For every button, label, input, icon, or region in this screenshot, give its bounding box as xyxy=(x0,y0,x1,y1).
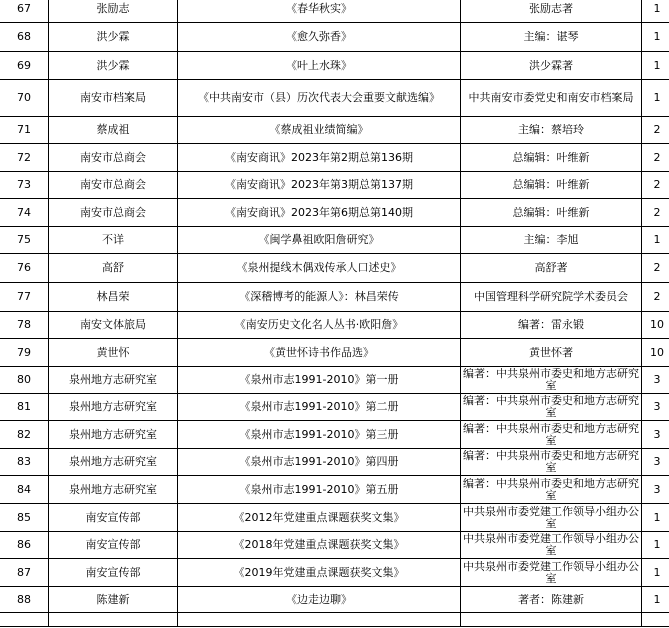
submitter-cell xyxy=(49,394,178,421)
author-cell xyxy=(461,283,642,312)
book-title-cell xyxy=(178,254,461,283)
submitter-cell xyxy=(49,504,178,532)
book-title-cell xyxy=(178,117,461,144)
row-number-text: 74 xyxy=(17,205,31,219)
row-number xyxy=(0,80,49,117)
quantity-cell xyxy=(642,367,669,394)
row-number xyxy=(0,117,49,144)
author-cell xyxy=(461,449,642,476)
book-title-cell xyxy=(178,559,461,587)
submitter-cell xyxy=(49,421,178,449)
row-number-text: 70 xyxy=(17,91,31,104)
submitter-cell-text: 南安宣传部 xyxy=(85,565,141,579)
row-number-text: 77 xyxy=(17,290,31,303)
row-number-text: 76 xyxy=(17,261,31,274)
submitter-cell-text: 南安文体旅局 xyxy=(80,318,146,331)
author-cell-text: 总编辑：叶维新 xyxy=(512,179,590,191)
book-title-cell xyxy=(178,0,461,23)
book-title-cell xyxy=(178,283,461,312)
author-cell-text: 黄世怀著 xyxy=(529,346,573,359)
author-cell-text: 中共泉州市委党建工作领导小组办公室 xyxy=(463,560,639,585)
author-cell xyxy=(461,532,642,559)
submitter-cell-text: 泉州地方志研究室 xyxy=(69,427,157,441)
quantity-cell xyxy=(642,394,669,421)
book-title-cell xyxy=(178,339,461,367)
row-number xyxy=(0,199,49,227)
author-cell-text: 洪少霖著 xyxy=(529,59,573,72)
quantity-cell-text: 2 xyxy=(653,290,661,303)
quantity-cell xyxy=(642,312,669,339)
submitter-cell xyxy=(49,559,178,587)
book-title-cell xyxy=(178,80,461,117)
book-title-cell-text: 《边走边聊》 xyxy=(286,592,352,606)
book-title-cell-empty xyxy=(178,613,461,627)
quantity-cell-text: 3 xyxy=(653,455,661,468)
table-row xyxy=(0,80,669,117)
author-cell-text: 主编：蔡培玲 xyxy=(518,124,584,136)
row-number xyxy=(0,587,49,613)
row-number-text: 78 xyxy=(17,318,31,331)
quantity-cell-text: 1 xyxy=(653,91,661,104)
submitter-cell-text: 不详 xyxy=(102,233,124,246)
row-number-empty xyxy=(0,613,49,627)
quantity-cell xyxy=(642,227,669,254)
submitter-cell xyxy=(49,312,178,339)
row-number-text: 80 xyxy=(17,373,31,386)
submitter-cell xyxy=(49,52,178,80)
book-title-cell-text: 《春华秋实》 xyxy=(286,1,352,15)
row-number xyxy=(0,504,49,532)
submitter-cell-text: 洪少霖 xyxy=(96,58,130,72)
row-number-text: 83 xyxy=(17,455,31,468)
quantity-cell xyxy=(642,504,669,532)
quantity-cell xyxy=(642,283,669,312)
submitter-cell xyxy=(49,532,178,559)
row-number xyxy=(0,532,49,559)
book-title-cell xyxy=(178,532,461,559)
quantity-cell xyxy=(642,449,669,476)
book-title-cell xyxy=(178,367,461,394)
table-row xyxy=(0,559,669,587)
book-title-cell-text: 《泉州市志1991-2010》第三册 xyxy=(239,427,399,441)
book-title-cell-text: 《2012年党建重点课题获奖文集》 xyxy=(233,510,405,524)
table-row xyxy=(0,199,669,227)
submitter-cell xyxy=(49,449,178,476)
submitter-cell xyxy=(49,117,178,144)
submitter-cell xyxy=(49,476,178,504)
author-cell xyxy=(461,172,642,199)
author-cell-text: 编著：中共泉州市委史和地方志研究室 xyxy=(463,450,639,474)
submitter-cell-text: 南安市档案局 xyxy=(80,91,146,104)
book-title-cell-text: 《黄世怀诗书作品选》 xyxy=(264,345,374,359)
row-number xyxy=(0,254,49,283)
quantity-cell xyxy=(642,0,669,23)
submitter-cell xyxy=(49,199,178,227)
table-row xyxy=(0,394,669,421)
submitter-cell-text: 南安宣传部 xyxy=(85,510,141,524)
quantity-cell xyxy=(642,339,669,367)
table-row xyxy=(0,0,669,23)
author-cell-text: 总编辑：叶维新 xyxy=(512,206,590,219)
row-number-text: 81 xyxy=(17,400,31,413)
submitter-cell xyxy=(49,23,178,52)
submitter-cell xyxy=(49,227,178,254)
row-number-text: 82 xyxy=(17,427,31,441)
row-number-text: 75 xyxy=(17,233,31,246)
quantity-cell-text: 1 xyxy=(653,538,661,551)
author-cell-empty xyxy=(461,613,642,627)
book-title-cell-text: 《南安商讯》2023年第2期总第136期 xyxy=(225,150,413,164)
book-title-cell-text: 《深稽博考的能源人》：林昌荣传 xyxy=(239,290,399,303)
author-cell xyxy=(461,559,642,587)
submitter-cell xyxy=(49,144,178,172)
quantity-cell xyxy=(642,117,669,144)
author-cell xyxy=(461,227,642,254)
author-cell xyxy=(461,476,642,504)
row-number-text: 86 xyxy=(17,538,31,551)
book-title-cell-text: 《2019年党建重点课题获奖文集》 xyxy=(233,565,405,579)
book-title-cell xyxy=(178,172,461,199)
quantity-cell-text: 3 xyxy=(653,482,661,496)
table-row xyxy=(0,532,669,559)
author-cell-text: 总编辑：叶维新 xyxy=(512,151,590,164)
book-title-cell-text: 《南安历史文化名人丛书·欧阳詹》 xyxy=(234,318,404,331)
book-title-cell xyxy=(178,23,461,52)
submitter-cell-text: 南安市总商会 xyxy=(80,150,146,164)
author-cell-text: 编著：中共泉州市委史和地方志研究室 xyxy=(463,477,639,502)
row-number-text: 72 xyxy=(17,150,31,164)
book-title-cell-text: 《泉州市志1991-2010》第一册 xyxy=(239,373,399,386)
submitter-cell xyxy=(49,339,178,367)
quantity-cell-text: 1 xyxy=(653,30,661,43)
submitter-cell xyxy=(49,80,178,117)
table-row xyxy=(0,283,669,312)
row-number xyxy=(0,172,49,199)
row-number-text: 68 xyxy=(17,30,31,43)
row-number xyxy=(0,312,49,339)
submitter-cell-text: 南安市总商会 xyxy=(80,178,146,191)
row-number-text: 73 xyxy=(17,178,31,191)
book-title-cell xyxy=(178,227,461,254)
row-number xyxy=(0,144,49,172)
quantity-cell xyxy=(642,52,669,80)
book-title-cell-text: 《泉州市志1991-2010》第五册 xyxy=(239,482,399,496)
row-number xyxy=(0,0,49,23)
table-row xyxy=(0,254,669,283)
submitter-cell-text: 陈建新 xyxy=(96,592,130,606)
submitter-cell-text: 洪少霖 xyxy=(96,30,130,43)
submitter-cell-text: 泉州地方志研究室 xyxy=(69,400,157,413)
quantity-cell-text: 3 xyxy=(653,373,661,386)
row-number xyxy=(0,559,49,587)
submitter-cell xyxy=(49,254,178,283)
author-cell xyxy=(461,23,642,52)
book-title-cell-text: 《2018年党建重点课题获奖文集》 xyxy=(233,538,405,551)
row-number xyxy=(0,23,49,52)
author-cell xyxy=(461,199,642,227)
quantity-cell xyxy=(642,476,669,504)
author-cell-text: 中国管理科学研究院学术委员会 xyxy=(474,291,628,303)
submitter-cell xyxy=(49,587,178,613)
book-title-cell-text: 《愈久弥香》 xyxy=(286,30,352,43)
quantity-cell-text: 2 xyxy=(653,178,661,191)
quantity-cell-empty xyxy=(642,613,669,627)
quantity-cell xyxy=(642,559,669,587)
table-row xyxy=(0,339,669,367)
quantity-cell-text: 2 xyxy=(653,123,661,136)
quantity-cell xyxy=(642,532,669,559)
table-row xyxy=(0,587,669,613)
quantity-cell-text: 10 xyxy=(650,345,664,359)
book-title-cell xyxy=(178,476,461,504)
book-title-cell-text: 《泉州提线木偶戏传承人口述史》 xyxy=(236,261,402,274)
book-title-cell-text: 《泉州市志1991-2010》第四册 xyxy=(239,455,399,468)
book-title-cell-text: 《蔡成祖业绩简编》 xyxy=(269,123,369,136)
row-number xyxy=(0,227,49,254)
book-title-cell xyxy=(178,421,461,449)
book-title-cell xyxy=(178,144,461,172)
quantity-cell-text: 1 xyxy=(653,1,661,15)
row-number-text: 84 xyxy=(17,482,31,496)
book-title-cell-text: 《泉州市志1991-2010》第二册 xyxy=(239,400,399,413)
row-number-text: 67 xyxy=(17,1,31,15)
author-cell xyxy=(461,394,642,421)
table-row-partial xyxy=(0,613,669,627)
author-cell xyxy=(461,80,642,117)
book-title-cell xyxy=(178,52,461,80)
author-cell xyxy=(461,52,642,80)
quantity-cell-text: 1 xyxy=(653,510,661,524)
book-title-cell xyxy=(178,449,461,476)
submitter-cell xyxy=(49,367,178,394)
submitter-cell-empty xyxy=(49,613,178,627)
author-cell-text: 编著：中共泉州市委史和地方志研究室 xyxy=(463,368,639,392)
submitter-cell-text: 蔡成祖 xyxy=(96,123,130,136)
table-row xyxy=(0,421,669,449)
table-row xyxy=(0,476,669,504)
table-row xyxy=(0,144,669,172)
table-row xyxy=(0,227,669,254)
author-cell xyxy=(461,504,642,532)
author-cell-text: 编著：中共泉州市委史和地方志研究室 xyxy=(463,422,639,447)
table-row xyxy=(0,52,669,80)
book-title-cell xyxy=(178,312,461,339)
author-cell-text: 张励志著 xyxy=(529,2,573,15)
quantity-cell xyxy=(642,587,669,613)
submitter-cell-text: 泉州地方志研究室 xyxy=(69,482,157,496)
author-cell-text: 高舒著 xyxy=(534,262,568,274)
author-cell xyxy=(461,0,642,23)
author-cell-text: 编著：中共泉州市委史和地方志研究室 xyxy=(463,395,639,419)
row-number xyxy=(0,476,49,504)
row-number-text: 88 xyxy=(17,592,31,606)
table-row xyxy=(0,172,669,199)
book-title-cell xyxy=(178,504,461,532)
submitter-cell xyxy=(49,0,178,23)
author-cell xyxy=(461,421,642,449)
submitter-cell-text: 南安市总商会 xyxy=(80,205,146,219)
book-title-cell-text: 《中共南安市（县）历次代表大会重要文献选编》 xyxy=(198,91,440,104)
author-cell xyxy=(461,254,642,283)
row-number-text: 69 xyxy=(17,58,31,72)
author-cell-text: 主编：李旭 xyxy=(523,234,579,246)
row-number-text: 71 xyxy=(17,123,31,136)
submitter-cell-text: 张励志 xyxy=(96,1,130,15)
author-cell-text: 中共泉州市委党建工作领导小组办公室 xyxy=(463,505,639,530)
row-number xyxy=(0,52,49,80)
submitter-cell-text: 泉州地方志研究室 xyxy=(69,373,157,386)
author-cell xyxy=(461,587,642,613)
book-title-cell xyxy=(178,199,461,227)
author-cell-text: 主编：谌琴 xyxy=(523,31,579,43)
submitter-cell-text: 黄世怀 xyxy=(96,345,130,359)
quantity-cell-text: 1 xyxy=(653,233,661,246)
submitter-cell xyxy=(49,172,178,199)
author-cell-text: 编著：雷永锻 xyxy=(518,319,584,331)
quantity-cell xyxy=(642,23,669,52)
quantity-cell-text: 3 xyxy=(653,427,661,441)
submitter-cell-text: 高舒 xyxy=(102,261,124,274)
quantity-cell xyxy=(642,80,669,117)
author-cell xyxy=(461,312,642,339)
quantity-cell-text: 1 xyxy=(653,565,661,579)
table-row xyxy=(0,312,669,339)
author-cell xyxy=(461,117,642,144)
table-row xyxy=(0,367,669,394)
author-cell xyxy=(461,367,642,394)
table-row xyxy=(0,449,669,476)
quantity-cell xyxy=(642,421,669,449)
quantity-cell-text: 1 xyxy=(653,592,661,606)
quantity-cell-text: 2 xyxy=(653,205,661,219)
author-cell-text: 中共南安市委党史和南安市档案局 xyxy=(468,92,634,104)
row-number-text: 79 xyxy=(17,345,31,359)
row-number xyxy=(0,421,49,449)
book-title-cell-text: 《南安商讯》2023年第6期总第140期 xyxy=(225,205,413,219)
quantity-cell-text: 3 xyxy=(653,400,661,413)
quantity-cell xyxy=(642,254,669,283)
table-row xyxy=(0,504,669,532)
row-number-text: 87 xyxy=(17,565,31,579)
quantity-cell xyxy=(642,199,669,227)
author-cell xyxy=(461,144,642,172)
quantity-cell-text: 10 xyxy=(650,318,664,331)
book-title-cell-text: 《南安商讯》2023年第3期总第137期 xyxy=(225,178,413,191)
row-number xyxy=(0,367,49,394)
table-row xyxy=(0,23,669,52)
row-number xyxy=(0,449,49,476)
quantity-cell xyxy=(642,144,669,172)
row-number xyxy=(0,283,49,312)
row-number-text: 85 xyxy=(17,510,31,524)
quantity-cell-text: 2 xyxy=(653,261,661,274)
submitter-cell-text: 南安宣传部 xyxy=(85,538,141,551)
table-row xyxy=(0,117,669,144)
row-number xyxy=(0,339,49,367)
quantity-cell-text: 1 xyxy=(653,58,661,72)
quantity-cell-text: 2 xyxy=(653,150,661,164)
submitter-cell xyxy=(49,283,178,312)
quantity-cell xyxy=(642,172,669,199)
row-number xyxy=(0,394,49,421)
book-title-cell-text: 《闽学鼻祖欧阳詹研究》 xyxy=(258,233,380,246)
author-cell xyxy=(461,339,642,367)
submitter-cell-text: 林昌荣 xyxy=(96,290,130,303)
submitter-cell-text: 泉州地方志研究室 xyxy=(69,455,157,468)
author-cell-text: 中共泉州市委党建工作领导小组办公室 xyxy=(463,533,639,557)
book-title-cell xyxy=(178,394,461,421)
book-title-cell-text: 《叶上水珠》 xyxy=(286,58,352,72)
book-title-cell xyxy=(178,587,461,613)
author-cell-text: 著者：陈建新 xyxy=(518,593,584,606)
